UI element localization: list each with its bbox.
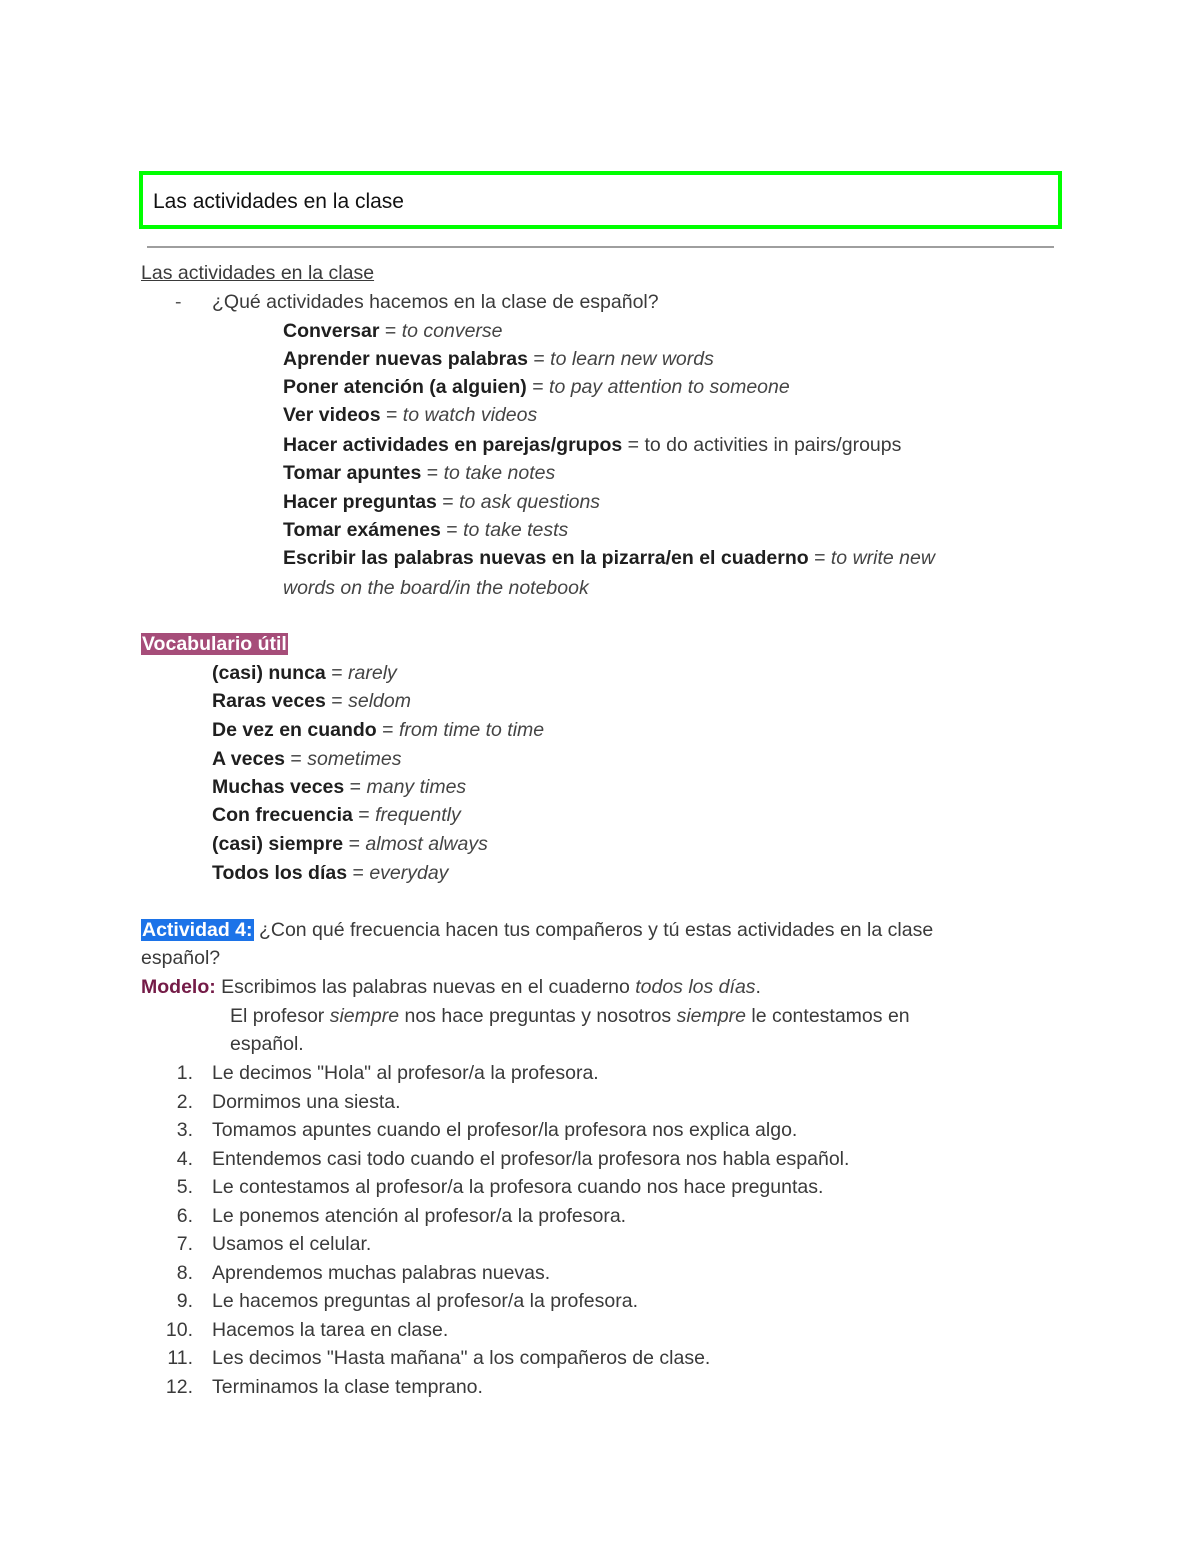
activity-question: Usamos el celular. — [212, 1233, 372, 1255]
vocab-item: Todos los días = everyday — [212, 862, 449, 884]
modelo-line3: español. — [230, 1033, 304, 1055]
activity-item: Conversar = to converse — [283, 320, 503, 342]
item-number: 3. — [176, 1119, 193, 1141]
activity-item-continuation: words on the board/in the notebook — [283, 577, 589, 599]
item-number: 10. — [165, 1319, 193, 1341]
activity-prompt-cont: español? — [141, 947, 221, 969]
activity-item: Hacer actividades en parejas/grupos = to do activities in pairs/groups — [283, 434, 902, 456]
activity-question: Terminamos la clase temprano. — [212, 1376, 483, 1398]
item-number: 11. — [167, 1347, 193, 1369]
activity-question: Le contestamos al profesor/a la profesora cuando nos hace preguntas. — [212, 1176, 824, 1198]
activity-item: Tomar exámenes = to take tests — [283, 519, 569, 541]
activity-question: Les decimos "Hasta mañana" a los compañeros de clase. — [212, 1347, 711, 1369]
item-number: 8. — [176, 1262, 193, 1284]
vocab-item: A veces = sometimes — [212, 748, 402, 770]
activity-item: Hacer preguntas = to ask questions — [283, 491, 601, 513]
vocab-item: Raras veces = seldom — [212, 690, 411, 712]
vocab-item: Con frecuencia = frequently — [212, 804, 461, 826]
item-number: 5. — [176, 1176, 193, 1198]
vocab-item: (casi) siempre = almost always — [212, 833, 488, 855]
activity-question: Le ponemos atención al profesor/a la profesora. — [212, 1205, 627, 1227]
activity-question: Entendemos casi todo cuando el profesor/la profesora nos habla español. — [212, 1148, 850, 1170]
modelo-line1: Modelo: Escribimos las palabras nuevas en el cuaderno todos los días. — [141, 976, 761, 998]
bullet-dash: - — [175, 291, 182, 313]
activity-item: Poner atención (a alguien) = to pay attention to someone — [283, 376, 790, 398]
item-number: 9. — [176, 1290, 193, 1312]
activity-item: Tomar apuntes = to take notes — [283, 462, 556, 484]
page-title: Las actividades en la clase — [153, 190, 404, 213]
activity-question: Le decimos "Hola" al profesor/a la profesora. — [212, 1062, 599, 1084]
item-number: 7. — [176, 1233, 193, 1255]
activity-item: Escribir las palabras nuevas en la pizarra/en el cuaderno = to write new — [283, 547, 935, 569]
activity-question: Aprendemos muchas palabras nuevas. — [212, 1262, 551, 1284]
item-number: 6. — [176, 1205, 193, 1227]
item-number: 1. — [176, 1062, 193, 1084]
item-number: 12. — [165, 1376, 193, 1398]
title-box — [139, 171, 1062, 229]
item-number: 2. — [176, 1091, 193, 1113]
modelo-line2: El profesor siempre nos hace preguntas y nosotros siempre le contestamos en — [230, 1005, 910, 1027]
activity-question: Tomamos apuntes cuando el profesor/la profesora nos explica algo. — [212, 1119, 798, 1141]
item-number: 4. — [176, 1148, 193, 1170]
vocab-item: De vez en cuando = from time to time — [212, 719, 545, 741]
activity-item: Ver videos = to watch videos — [283, 404, 538, 426]
activity-prompt: Actividad 4: ¿Con qué frecuencia hacen tus compañeros y tú estas actividades en la clase — [142, 919, 934, 941]
vocab-item: (casi) nunca = rarely — [212, 662, 397, 684]
horizontal-rule — [147, 246, 1054, 248]
activity-question: Dormimos una siesta. — [212, 1091, 401, 1113]
activity-question: Le hacemos preguntas al profesor/a la profesora. — [212, 1290, 639, 1312]
activity-item: Aprender nuevas palabras = to learn new words — [283, 348, 714, 370]
vocab-item: Muchas veces = many times — [212, 776, 467, 798]
vocab-heading: Vocabulario útil — [142, 633, 287, 655]
section-question: ¿Qué actividades hacemos en la clase de español? — [212, 291, 659, 313]
section-heading: Las actividades en la clase — [141, 262, 375, 284]
activity-question: Hacemos la tarea en clase. — [212, 1319, 449, 1341]
